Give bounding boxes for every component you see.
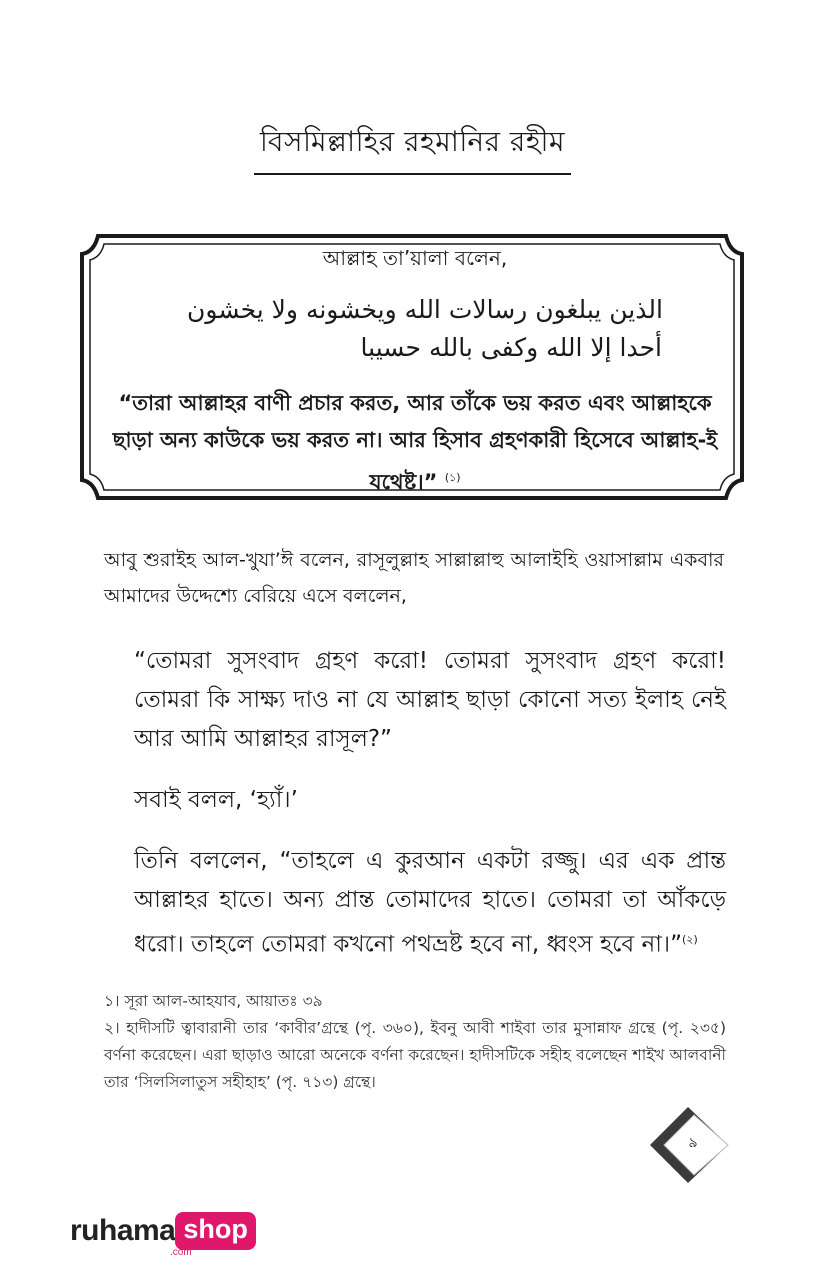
footnote-1: ১। সূরা আল-আহযাব, আয়াতঃ ৩৯ <box>104 992 323 1010</box>
logo-domain: .com <box>170 1247 192 1258</box>
hadith-text-3: তিনি বললেন, “তাহলে এ কুরআন একটা রজ্জু। এর এক প্রান্ত আল্লাহর হাতে। অন্য প্রান্ত তোমাদের হাতে। তোমরা তা আঁকড়ে ধরো। তাহলে তোমরা কখনো পথভ্রষ্ট হবে না, ধ্বংস হবে না।” <box>134 848 726 958</box>
hadith-paragraph-1: “তোমরা সুসংবাদ গ্রহণ করো! তোমরা সুসংবাদ গ্রহণ করো! তোমরা কি সাক্ষ্য দাও না যে আল্লাহ ছাড়া কোনো সত্য ইলাহ নেই আর আমি আল্লাহর রাসূল?” <box>134 648 726 752</box>
footnote-ref-2[interactable]: (২) <box>682 933 698 946</box>
ruhamashop-logo <box>70 1212 256 1258</box>
footnote-ref-1[interactable]: (১) <box>444 471 461 484</box>
arabic-line-2: أحدا إلا الله وكفى بالله حسيبا <box>360 333 662 362</box>
narration-paragraph: আবু শুরাইহ আল-খুযা’ঈ বলেন, রাসূলুল্লাহ সাল্লাল্লাহু আলাইহি ওয়াসাল্লাম একবার আমাদের উদ্দেশ্যে বেরিয়ে এসে বললেন, <box>104 549 724 607</box>
hadith-paragraph-2: সবাই বলল, ‘হ্যাঁ।’ <box>134 787 298 813</box>
title-container <box>0 120 825 175</box>
quote-intro: আল্লাহ তা’য়ালা বলেন, <box>322 246 508 270</box>
verse-translation <box>100 385 730 501</box>
arabic-verse <box>100 291 730 367</box>
translation-text: “তারা আল্লাহর বাণী প্রচার করত, আর তাঁকে ভয় করত এবং আল্লাহকে ছাড়া অন্য কাউকে ভয় করত না। আর হিসাব গ্রহণকারী হিসেবে আল্লাহ-ই যথেষ্ট।” <box>112 391 718 494</box>
logo-text-ruhama: ruhama <box>70 1214 176 1247</box>
hadith-paragraph-3 <box>134 842 726 965</box>
page-number: ৯ <box>688 1135 698 1151</box>
page-title: বিসমিল্লাহির রহমানির রহীম <box>254 120 571 175</box>
logo-text-shop: shop <box>175 1212 256 1250</box>
quote-box <box>100 244 730 501</box>
arabic-line-1: الذين يبلغون رسالات الله ويخشونه ولا يخشون <box>187 295 663 324</box>
footnote-2: ২। হাদীসটি ত্বাবারানী তার ‘কাবীর’গ্রন্থে (পৃ. ৩৬০), ইবনু আবী শাইবা তার মুসান্নাফ গ্রন্থে (পৃ. ২৩৫) বর্ণনা করেছেন। এরা ছাড়াও আরো অনেকে বর্ণনা করেছেন। হাদীসটিকে সহীহ বলেছেন শাইখ আলবানী তার ‘সিলসিলাতুস সহীহাহ’ (পৃ. ৭১৩) গ্রন্থে। <box>104 1019 726 1091</box>
hadith-quote <box>134 642 726 987</box>
footnotes <box>104 988 726 1096</box>
